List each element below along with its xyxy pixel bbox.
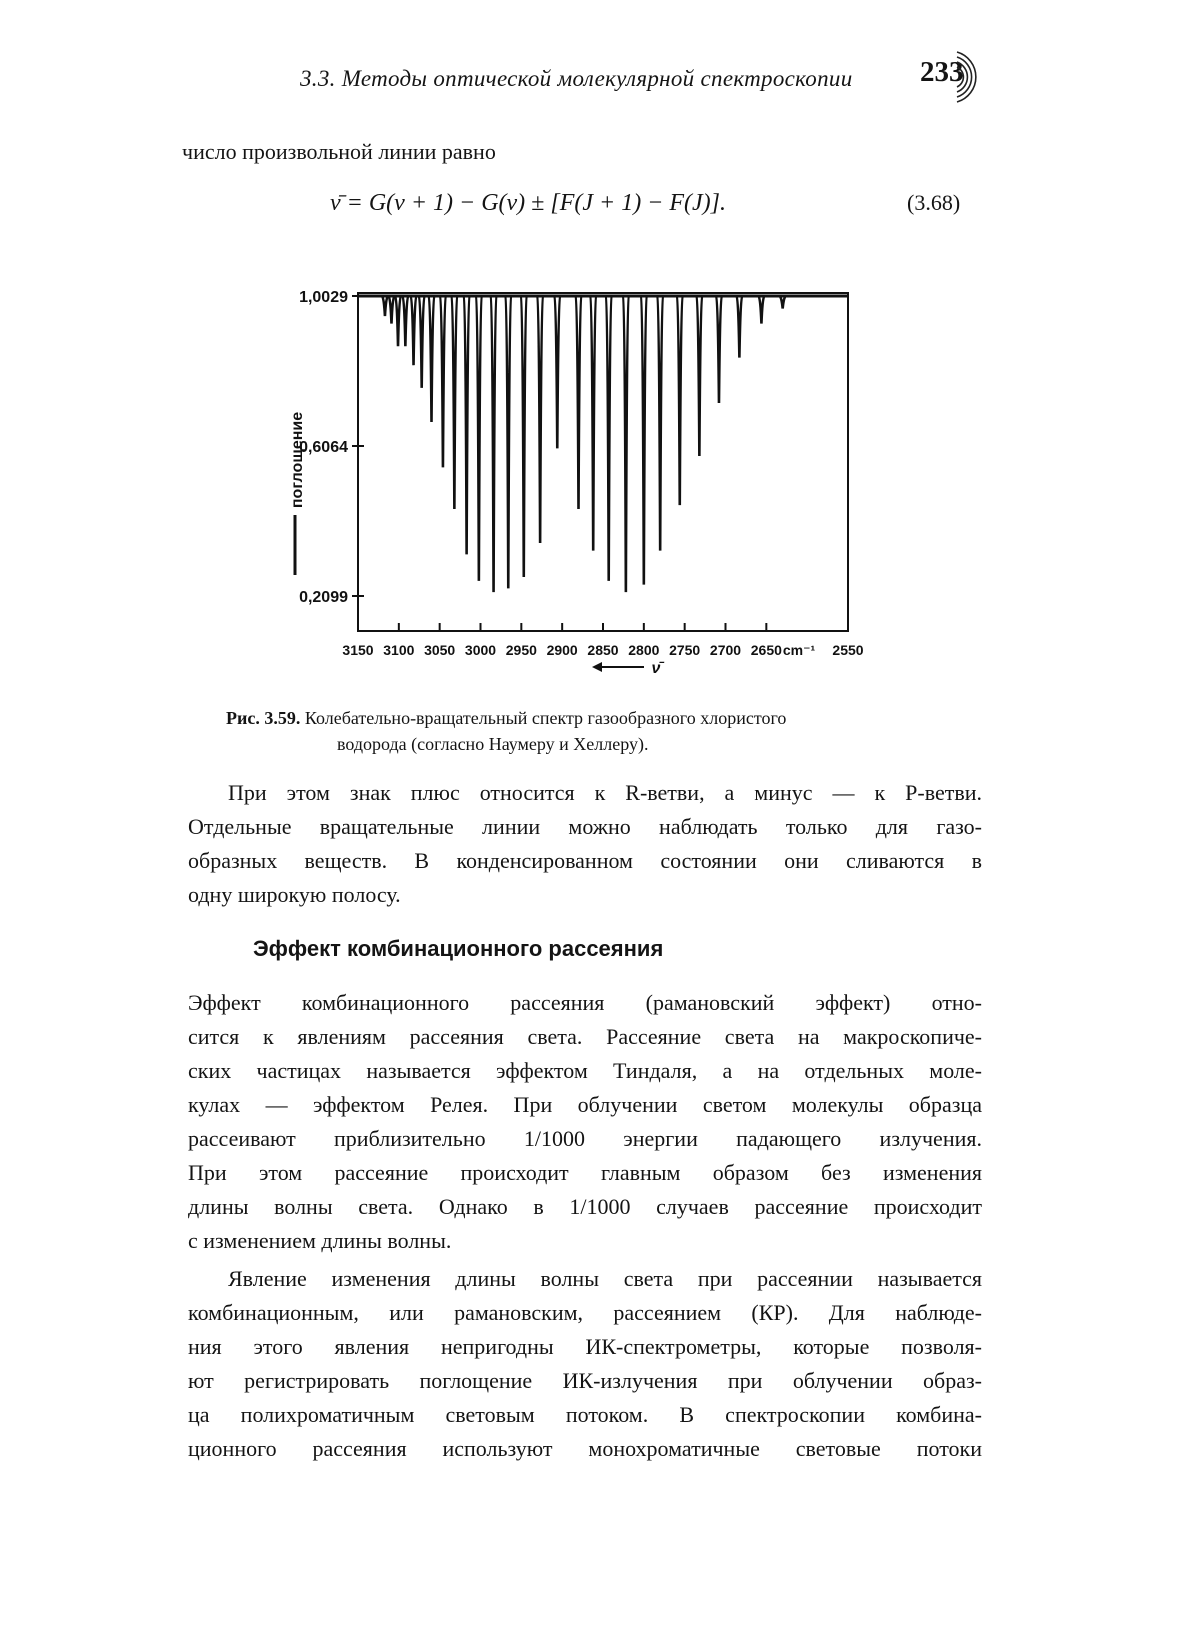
spectrum-line xyxy=(388,296,394,324)
spectrum-line xyxy=(419,296,425,388)
x-tick-label: 3000 xyxy=(464,642,497,658)
x-tick-label: 3100 xyxy=(383,642,415,658)
spectrum-line xyxy=(411,296,417,365)
spectrum-figure xyxy=(0,0,1190,700)
spectrum-line xyxy=(464,296,470,554)
text-line: рассеивают приблизительно 1/1000 энергии падающего излучения. xyxy=(188,1126,982,1151)
intro-line: число произвольной линии равно xyxy=(182,139,496,164)
spectrum-line xyxy=(440,296,446,467)
x-tick-label: 2850 xyxy=(587,642,619,658)
spectrum-line xyxy=(382,296,388,316)
spectrum-line xyxy=(537,296,543,543)
text-line: образных веществ. В конденсированном состоянии они сливаются в xyxy=(188,848,982,873)
text-line: Эффект комбинационного рассеяния (рамановский эффект) отно- xyxy=(188,990,982,1015)
equation-number: (3.68) xyxy=(907,190,961,215)
spectrum-line xyxy=(402,296,408,346)
x-tick-label: 2800 xyxy=(628,642,660,658)
x-tick-label: 2550 xyxy=(832,642,864,658)
spectrum-line xyxy=(521,296,527,577)
x-tick-label: 2750 xyxy=(669,642,701,658)
text-line: Отдельные вращательные линии можно наблюдать только для газо- xyxy=(188,814,982,839)
text-line: с изменением длины волны. xyxy=(188,1228,452,1253)
x-tick-label: cm⁻¹ xyxy=(782,642,816,658)
figure-caption xyxy=(226,705,996,757)
y-axis-label: поглощение xyxy=(289,411,306,509)
paragraph-raman-intro xyxy=(188,986,982,1258)
x-axis-label: ν̄ xyxy=(651,660,661,677)
page-number: 233 xyxy=(920,56,964,88)
text-line: ских частицах называется эффектом Тиндаля, а на отдельных моле- xyxy=(188,1058,982,1083)
spectrum-line xyxy=(677,296,683,505)
paragraph-branches xyxy=(188,776,982,912)
x-tick-label: 2650 xyxy=(750,642,782,658)
spectrum-line xyxy=(641,296,647,585)
section-heading: Эффект комбинационного рассеяния xyxy=(253,936,664,961)
text-line: ния этого явления непригодны ИК-спектрометры, которые позволя- xyxy=(188,1334,982,1359)
caption-text-line2: водорода (согласно Наумеру и Хеллеру). xyxy=(337,734,649,754)
text-line: ционного рассеяния используют монохроматичные световые потоки xyxy=(188,1436,982,1461)
caption-text-line1: Колебательно-вращательный спектр газообразного хлористого xyxy=(304,708,787,728)
spectrum-line xyxy=(716,296,722,403)
spectrum-line xyxy=(780,296,786,308)
spectrum-line xyxy=(491,296,497,592)
spectrum-line xyxy=(429,296,435,422)
spectrum-line xyxy=(554,296,560,448)
spectrum-line xyxy=(736,296,742,358)
spectrum-line xyxy=(623,296,629,592)
text-line: одну широкую полосу. xyxy=(188,882,401,907)
x-tick-label: 2900 xyxy=(546,642,578,658)
spectrum-line xyxy=(476,296,482,581)
running-head: 3.3. Методы оптической молекулярной спектроскопии xyxy=(300,66,853,91)
text-line: длины волны света. Однако в 1/1000 случаев рассеяние происходит xyxy=(188,1194,982,1219)
spectrum-line xyxy=(395,296,401,346)
x-tick-label: 2700 xyxy=(709,642,742,658)
text-line: комбинационным, или рамановским, рассеянием (КР). Для наблюде- xyxy=(188,1300,982,1325)
y-tick-label: 0,2099 xyxy=(299,589,348,606)
text-line: сится к явлениям рассеяния света. Рассеяние света на макроскопиче- xyxy=(188,1024,982,1049)
spectrum-line xyxy=(451,296,457,509)
spectrum-line xyxy=(657,296,663,551)
paragraph-raman-definition xyxy=(188,1262,982,1466)
text-line: кулах — эффектом Релея. При облучении светом молекулы образца xyxy=(188,1092,982,1117)
spectrum-line xyxy=(696,296,702,456)
text-line: ют регистрировать поглощение ИК-излучения при облучении образ- xyxy=(188,1368,982,1393)
text-line: При этом знак плюс относится к R-ветви, а минус — к P-ветви. xyxy=(228,780,982,805)
text-line: Явление изменения длины волны света при рассеянии называется xyxy=(228,1266,982,1291)
x-tick-label: 2950 xyxy=(505,642,537,658)
spectrum-line xyxy=(606,296,612,581)
equation: ν̄ = G(v + 1) − G(v) ± [F(J + 1) − F(J)]. xyxy=(330,190,727,216)
spectrum-chart xyxy=(0,0,1190,700)
spectrum-line xyxy=(576,296,582,509)
x-axis-arrow-head-icon xyxy=(592,662,602,672)
x-tick-label: 3150 xyxy=(342,642,374,658)
y-tick-label: 0,6064 xyxy=(299,439,348,456)
spectrum-line xyxy=(758,296,764,324)
spectrum-line xyxy=(590,296,596,551)
spectrum-line xyxy=(505,296,511,588)
text-line: При этом рассеяние происходит главным образом без изменения xyxy=(188,1160,982,1185)
y-tick-label: 1,0029 xyxy=(299,289,348,306)
caption-label: Рис. 3.59. xyxy=(226,708,301,728)
text-line: ца полихроматичным световым потоком. В спектроскопии комбина- xyxy=(188,1402,982,1427)
x-tick-label: 3050 xyxy=(424,642,456,658)
